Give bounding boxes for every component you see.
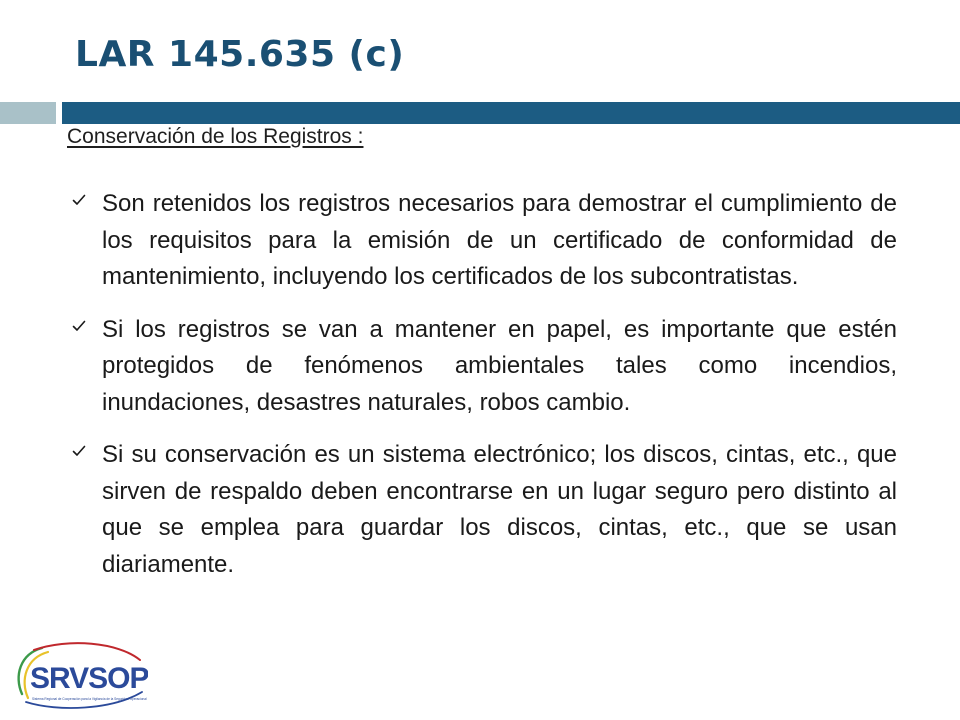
section-heading: Conservación de los Registros : (67, 125, 364, 148)
bullet-text: Son retenidos los registros necesarios para demostrar el cumplimiento de los requisitos para la emisión de un certificado de conformidad de mantenimiento, incluyendo los certificados de los subcontratistas. (102, 190, 897, 290)
bullet-item (64, 186, 897, 296)
checkmark-icon (72, 193, 86, 207)
bullet-item (64, 437, 897, 583)
bullet-item (64, 312, 897, 422)
accent-bar-left (0, 102, 56, 124)
logo-wordmark: SRVSOP (30, 662, 148, 695)
srvsop-logo (8, 636, 148, 712)
bullet-text: Si los registros se van a mantener en papel, es importante que estén protegidos de fenómenos ambientales tales como incendios, inundaciones, desastres naturales, robos cambio. (102, 315, 897, 416)
accent-bar-main (62, 102, 960, 124)
checkmark-icon (72, 319, 86, 333)
bullet-text: Si su conservación es un sistema electrónico; los discos, cintas, etc., que sirven de respaldo deben encontrarse en un lugar seguro pero distinto al que se emplea para guardar los discos, cintas, etc., que se usan diariamente. (102, 441, 897, 578)
logo-tagline: Sistema Regional de Cooperación para la Vigilancia de la Seguridad Operacional (32, 697, 147, 701)
slide-title: LAR 145.635 (c) (75, 34, 405, 75)
checkmark-icon (72, 444, 86, 458)
bullet-list (64, 186, 897, 599)
